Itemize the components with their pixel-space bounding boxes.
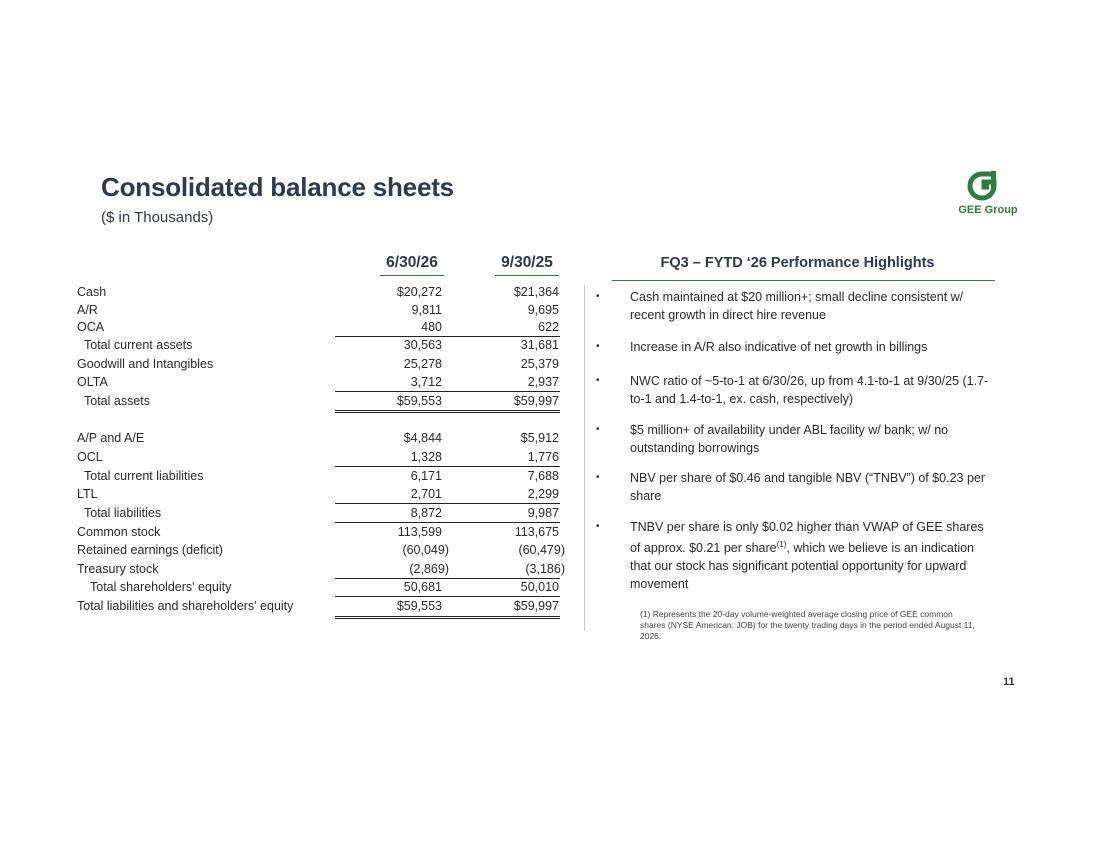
subtotal-rule	[335, 466, 560, 467]
subtotal-rule	[335, 596, 560, 597]
row-value-9-30-25: $5,912	[520, 431, 559, 445]
row-label: Total shareholders' equity	[90, 580, 232, 594]
subtotal-rule	[335, 578, 560, 579]
subtotal-rule	[335, 522, 560, 523]
row-value-9-30-25: $59,997	[513, 394, 559, 408]
row-value-9-30-25: 9,695	[527, 303, 559, 317]
row-value-6-30-26: $59,553	[396, 394, 442, 408]
gee-group-logo	[954, 168, 1022, 218]
table-row	[77, 303, 567, 321]
table-row	[77, 599, 567, 617]
page-title: Consolidated balance sheets	[101, 172, 454, 202]
row-label: Total current liabilities	[84, 469, 204, 483]
highlight-text: Cash maintained at $20 million+; small decline consistent w/ recent growth in direct hire revenue	[630, 290, 964, 322]
row-value-9-30-25: (3,186)	[525, 562, 565, 576]
row-value-6-30-26: 9,811	[411, 303, 442, 317]
bullet-icon: •	[596, 472, 600, 483]
row-value-9-30-25: 1,776	[527, 450, 559, 464]
row-label: OCA	[77, 320, 105, 334]
row-value-9-30-25: $59,997	[513, 599, 559, 613]
list-item	[596, 469, 996, 505]
bullet-icon: •	[596, 521, 600, 532]
highlights-title-underline	[612, 280, 995, 281]
row-value-9-30-25: 7,688	[527, 469, 559, 483]
row-value-6-30-26: $20,272	[396, 285, 442, 299]
total-double-rule	[335, 616, 560, 619]
page-number: 11	[1003, 676, 1015, 688]
highlight-text: NWC ratio of ~5-to-1 at 6/30/26, up from 4.1-to-1 at 9/30/25 (1.7-to-1 and 1.4-to-1, ex. cash, respectively)	[630, 374, 989, 406]
column-header-9-30-25: 9/30/25	[501, 254, 553, 271]
highlight-text: $5 million+ of availability under ABL facility w/ bank; w/ no outstanding borrowings	[630, 423, 949, 455]
row-label: A/R	[77, 303, 98, 317]
highlight-text: NBV per share of $0.46 and tangible NBV (“TNBV”) of $0.23 per share	[630, 471, 986, 503]
subtotal-rule	[335, 391, 560, 392]
row-value-6-30-26: 2,701	[410, 487, 442, 501]
row-label: Total liabilities and shareholders' equity	[77, 599, 294, 613]
list-item	[596, 338, 996, 356]
footnote-marker: (1)	[776, 540, 787, 549]
row-value-9-30-25: $21,364	[513, 285, 559, 299]
row-value-9-30-25: 31,681	[520, 338, 559, 352]
bullet-icon: •	[596, 291, 600, 302]
highlight-text-part: TNBV per share is only $0.02 higher than VWAP of GEE shares of approx. $0.21 per share	[630, 520, 984, 556]
bullet-icon: •	[596, 424, 600, 435]
row-value-6-30-26: 30,563	[403, 338, 442, 352]
row-value-9-30-25: 2,299	[527, 487, 559, 501]
row-label: Retained earnings (deficit)	[77, 543, 223, 557]
bullet-icon: •	[596, 341, 600, 352]
row-label: A/P and A/E	[77, 431, 145, 445]
row-value-6-30-26: 50,681	[403, 580, 442, 594]
row-label: OCL	[77, 450, 103, 464]
row-value-9-30-25: (60,479)	[518, 543, 565, 557]
row-value-6-30-26: 6,171	[410, 469, 442, 483]
row-value-6-30-26: 3,712	[410, 375, 442, 389]
row-value-9-30-25: 622	[538, 320, 559, 334]
row-label: Total assets	[84, 394, 151, 408]
row-value-6-30-26: 1,328	[410, 450, 442, 464]
row-label: Treasury stock	[77, 562, 159, 576]
highlight-text	[630, 518, 990, 593]
row-label: Goodwill and Intangibles	[77, 357, 214, 371]
column-header-underline	[495, 275, 559, 276]
row-label: Total current assets	[84, 338, 193, 352]
row-value-9-30-25: 113,675	[514, 525, 559, 539]
column-header-underline	[380, 275, 444, 276]
table-row	[77, 469, 567, 487]
row-value-6-30-26: 8,872	[410, 506, 442, 520]
bullet-icon: •	[596, 375, 600, 386]
row-value-9-30-25: 50,010	[520, 580, 559, 594]
vertical-divider	[584, 285, 585, 631]
row-value-9-30-25: 9,987	[527, 506, 559, 520]
list-item	[596, 518, 996, 593]
row-value-6-30-26: $4,844	[403, 431, 442, 445]
gee-logo-icon	[954, 168, 1022, 204]
subtotal-rule	[335, 336, 560, 337]
row-label: LTL	[77, 487, 98, 501]
table-row	[77, 338, 567, 356]
table-row	[77, 543, 567, 561]
highlight-text: Increase in A/R also indicative of net growth in billings	[630, 340, 928, 354]
row-label: Total liabilities	[84, 506, 162, 520]
subtotal-rule	[335, 503, 560, 504]
list-item	[596, 421, 996, 457]
row-label: Cash	[77, 285, 107, 299]
row-value-9-30-25: 25,379	[520, 357, 559, 371]
total-double-rule	[335, 410, 560, 413]
row-value-6-30-26: 25,278	[403, 357, 442, 371]
page-subtitle: ($ in Thousands)	[101, 209, 214, 226]
row-value-9-30-25: 2,937	[527, 375, 559, 389]
row-label: OLTA	[77, 375, 108, 389]
list-item	[596, 372, 996, 408]
row-value-6-30-26: 113,599	[397, 525, 442, 539]
logo-text: GEE Group	[958, 204, 1018, 216]
row-value-6-30-26: (60,049)	[402, 543, 449, 557]
footnote: (1) Represents the 20-day volume-weighted average closing price of GEE common shares (NYSE American: JOB) for the twenty trading days in the period ended August 11, 2026.	[640, 609, 975, 641]
table-row	[77, 431, 567, 449]
row-value-6-30-26: 480	[421, 320, 442, 334]
highlights-title: FQ3 – FYTD ‘26 Performance Highlights	[660, 255, 935, 271]
list-item	[596, 288, 996, 324]
table-row	[77, 525, 567, 543]
row-value-6-30-26: $59,553	[396, 599, 442, 613]
row-label: Common stock	[77, 525, 161, 539]
table-row	[77, 285, 567, 303]
row-value-6-30-26: (2,869)	[409, 562, 449, 576]
table-row	[77, 357, 567, 375]
highlight-text-part: , which we believe is an indication that our stock has significant potential opportunity for upward movement	[630, 541, 975, 592]
column-header-6-30-26: 6/30/26	[386, 254, 438, 271]
